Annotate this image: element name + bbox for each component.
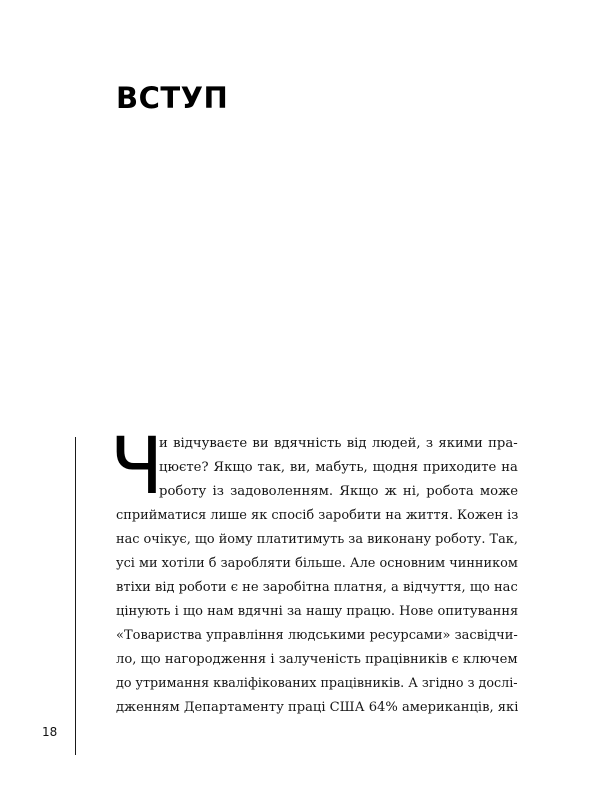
page-number: 18	[42, 725, 58, 739]
text-line-6	[116, 552, 518, 576]
margin-rule	[75, 437, 76, 755]
text-line-3-content: роботу із задоволенням. Якщо ж ні, робота може	[159, 484, 518, 499]
text-line-8-content: цінують і що нам вдячні за нашу працю. Нове опитування	[116, 604, 518, 619]
text-line-6-content: усі ми хотіли б заробляти більше. Але основним чинником	[116, 556, 518, 571]
text-line-12-content: дженням Департаменту праці США 64% американців, які	[116, 700, 518, 715]
text-line-5	[116, 528, 518, 552]
text-line-4	[116, 504, 518, 528]
text-line-1-content: и відчуваєте ви вдячність від людей, з якими пра-	[159, 436, 518, 451]
text-line-1	[159, 432, 518, 456]
text-line-7-content: втіхи від роботи є не заробітна платня, а відчуття, що нас	[116, 580, 518, 595]
text-line-8	[116, 600, 518, 624]
text-line-11-content: до утримання кваліфікованих працівників. А згідно з дослі-	[116, 676, 518, 691]
text-line-10-content: ло, що нагородження і залученість працівників є ключем	[116, 652, 518, 667]
text-line-4-content: сприйматися лише як спосіб заробити на життя. Кожен із	[116, 508, 518, 523]
drop-cap: Ч	[110, 422, 164, 512]
text-line-10	[116, 648, 518, 672]
text-line-11	[116, 672, 518, 696]
text-line-2-content: цюєте? Якщо так, ви, мабуть, щодня приходите на	[159, 460, 518, 475]
text-line-12	[116, 696, 518, 720]
text-line-7	[116, 576, 518, 600]
chapter-title: ВСТУП	[116, 81, 229, 115]
text-line-3	[159, 480, 518, 504]
text-line-9	[116, 624, 518, 648]
text-line-2	[159, 456, 518, 480]
text-line-9-content: «Товариства управління людськими ресурсами» засвідчи-	[116, 628, 518, 643]
text-line-5-content: нас очікує, що йому платитимуть за виконану роботу. Так,	[116, 532, 518, 547]
